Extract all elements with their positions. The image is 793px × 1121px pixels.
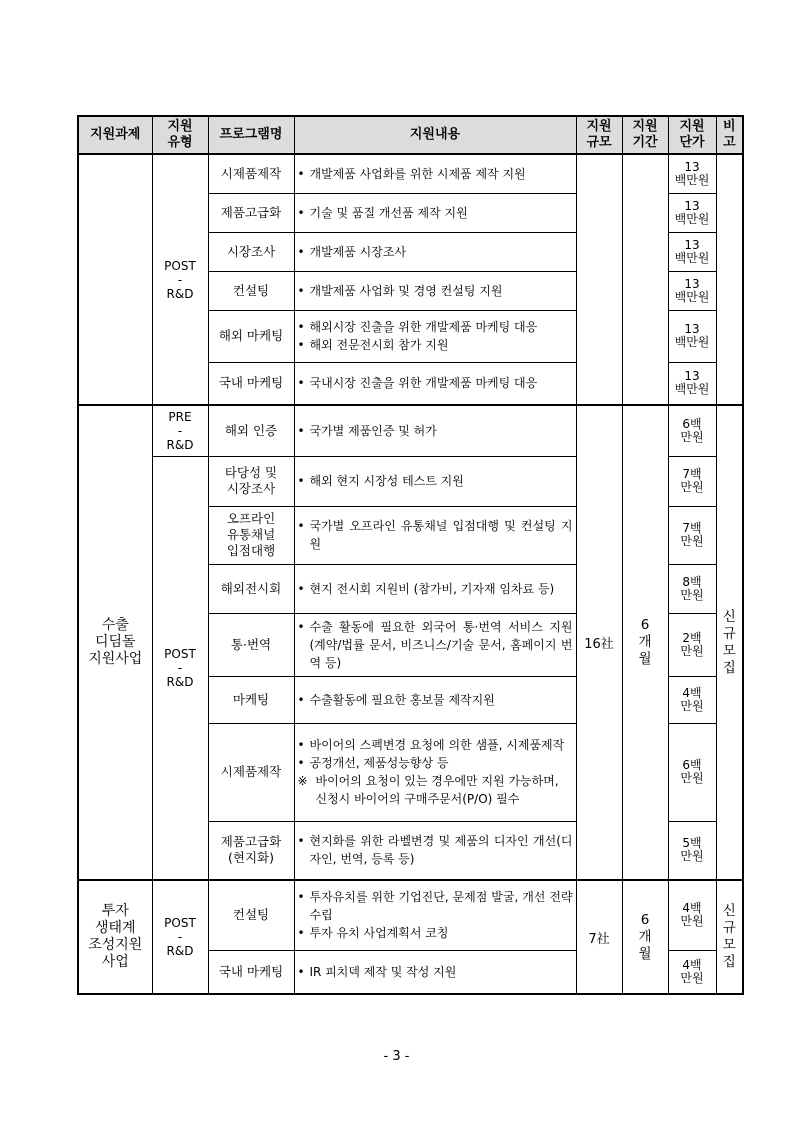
support-content-cell [294,821,576,880]
header-type: 지원 유형 [152,116,208,154]
support-content-cell [294,405,576,456]
support-content-cell [294,271,576,310]
support-content-cell [294,232,576,271]
program-name-cell: 해외 마케팅 [208,310,294,362]
program-name-cell: 컨설팅 [208,880,294,950]
table-row [78,154,743,193]
support-price-cell: 2백 만원 [668,613,716,676]
content-item: • 개발제품 시장조사 [298,243,573,261]
support-content-cell [294,193,576,232]
support-program-table [77,115,744,995]
table-row [78,405,743,456]
support-type-cell: POST - R&D [152,880,208,994]
support-price-cell: 13 백만원 [668,271,716,310]
program-name-cell: 컨설팅 [208,271,294,310]
header-note: 비 고 [716,116,743,154]
program-name-cell: 해외전시회 [208,564,294,613]
table-row [78,880,743,950]
content-item: • 해외 전문전시회 참가 지원 [298,336,573,354]
content-item: • 투자유치를 위한 기업진단, 문제점 발굴, 개선 전략 수립 [298,888,573,924]
program-name-cell: 제품고급화 (현지화) [208,821,294,880]
program-name-cell: 오프라인 유통채널 입점대행 [208,506,294,564]
content-item: • 공정개선, 제품성능향상 등 [298,754,573,772]
support-price-cell: 13 백만원 [668,362,716,405]
support-content-cell [294,310,576,362]
content-item: • 해외시장 진출을 위한 개발제품 마케팅 대응 [298,318,573,336]
content-item: • 수출 활동에 필요한 외국어 통·번역 서비스 지원(계약/법률 문서, 비즈니스/기술 문서, 홈페이지 번역 등) [298,618,573,672]
support-price-cell: 13 백만원 [668,310,716,362]
content-item: • 개발제품 사업화를 위한 시제품 제작 지원 [298,165,573,183]
support-type-cell: POST - R&D [152,456,208,880]
header-price: 지원 단가 [668,116,716,154]
support-content-cell [294,362,576,405]
support-price-cell: 7백 만원 [668,506,716,564]
support-content-cell [294,613,576,676]
program-name-cell: 시제품제작 [208,154,294,193]
program-name-cell: 시장조사 [208,232,294,271]
content-item: • 투자 유치 사업계획서 코칭 [298,924,573,942]
program-name-cell: 국내 마케팅 [208,362,294,405]
table-body [78,154,743,994]
content-reference-note: ※ 바이어의 요청이 있는 경우에만 지원 가능하며, 신청시 바이어의 구매주문서(P/O) 필수 [298,772,573,808]
content-item: • IR 피치덱 제작 및 작성 지원 [298,963,573,981]
header-program: 프로그램명 [208,116,294,154]
content-item: • 국가별 제품인증 및 허가 [298,422,573,440]
header-row [78,116,743,154]
program-name-cell: 마케팅 [208,676,294,723]
content-item: • 기술 및 품질 개선품 제작 지원 [298,204,573,222]
support-price-cell: 5백 만원 [668,821,716,880]
support-scale-cell: 7社 [576,880,622,994]
header-scale: 지원 규모 [576,116,622,154]
program-name-cell: 통·번역 [208,613,294,676]
support-price-cell: 4백 만원 [668,676,716,723]
program-name-cell: 타당성 및 시장조사 [208,456,294,506]
support-period-cell: 6 개 월 [622,405,668,880]
content-item: • 현지화를 위한 라벨변경 및 제품의 디자인 개선(디자인, 번역, 등록 등) [298,832,573,868]
task-cell: 수출 디딤돌 지원사업 [78,405,152,880]
support-content-cell [294,506,576,564]
program-name-cell: 해외 인증 [208,405,294,456]
program-name-cell: 시제품제작 [208,723,294,821]
content-item: • 국내시장 진출을 위한 개발제품 마케팅 대응 [298,374,573,392]
note-cell: 신 규 모 집 [716,880,743,994]
support-content-cell [294,950,576,994]
support-price-cell: 8백 만원 [668,564,716,613]
support-scale-cell [576,154,622,405]
content-item: • 개발제품 사업화 및 경영 컨설팅 지원 [298,282,573,300]
task-cell: 투자 생태계 조성지원 사업 [78,880,152,994]
note-cell: 신 규 모 집 [716,405,743,880]
support-content-cell [294,723,576,821]
program-name-cell: 국내 마케팅 [208,950,294,994]
support-content-cell [294,154,576,193]
content-item: • 바이어의 스펙변경 요청에 의한 샘플, 시제품제작 [298,736,573,754]
support-scale-cell: 16社 [576,405,622,880]
support-price-cell: 13 백만원 [668,232,716,271]
support-price-cell: 4백 만원 [668,950,716,994]
program-name-cell: 제품고급화 [208,193,294,232]
support-content-cell [294,676,576,723]
header-task: 지원과제 [78,116,152,154]
support-period-cell: 6 개 월 [622,880,668,994]
content-item: • 국가별 오프라인 유통채널 입점대행 및 컨설팅 지원 [298,517,573,553]
support-period-cell [622,154,668,405]
support-content-cell [294,564,576,613]
support-type-cell: PRE - R&D [152,405,208,456]
header-content: 지원내용 [294,116,576,154]
support-content-cell [294,880,576,950]
page-number: - 3 - [383,1049,410,1064]
header-period: 지원 기간 [622,116,668,154]
support-price-cell: 13 백만원 [668,193,716,232]
content-item: • 수출활동에 필요한 홍보물 제작지원 [298,691,573,709]
support-price-cell: 6백 만원 [668,405,716,456]
task-cell [78,154,152,405]
support-price-cell: 7백 만원 [668,456,716,506]
note-cell [716,154,743,405]
content-item: • 현지 전시회 지원비 (참가비, 기자재 임차료 등) [298,580,573,598]
content-item: • 해외 현지 시장성 테스트 지원 [298,472,573,490]
support-content-cell [294,456,576,506]
support-price-cell: 6백 만원 [668,723,716,821]
support-price-cell: 13 백만원 [668,154,716,193]
support-price-cell: 4백 만원 [668,880,716,950]
support-type-cell: POST - R&D [152,154,208,405]
